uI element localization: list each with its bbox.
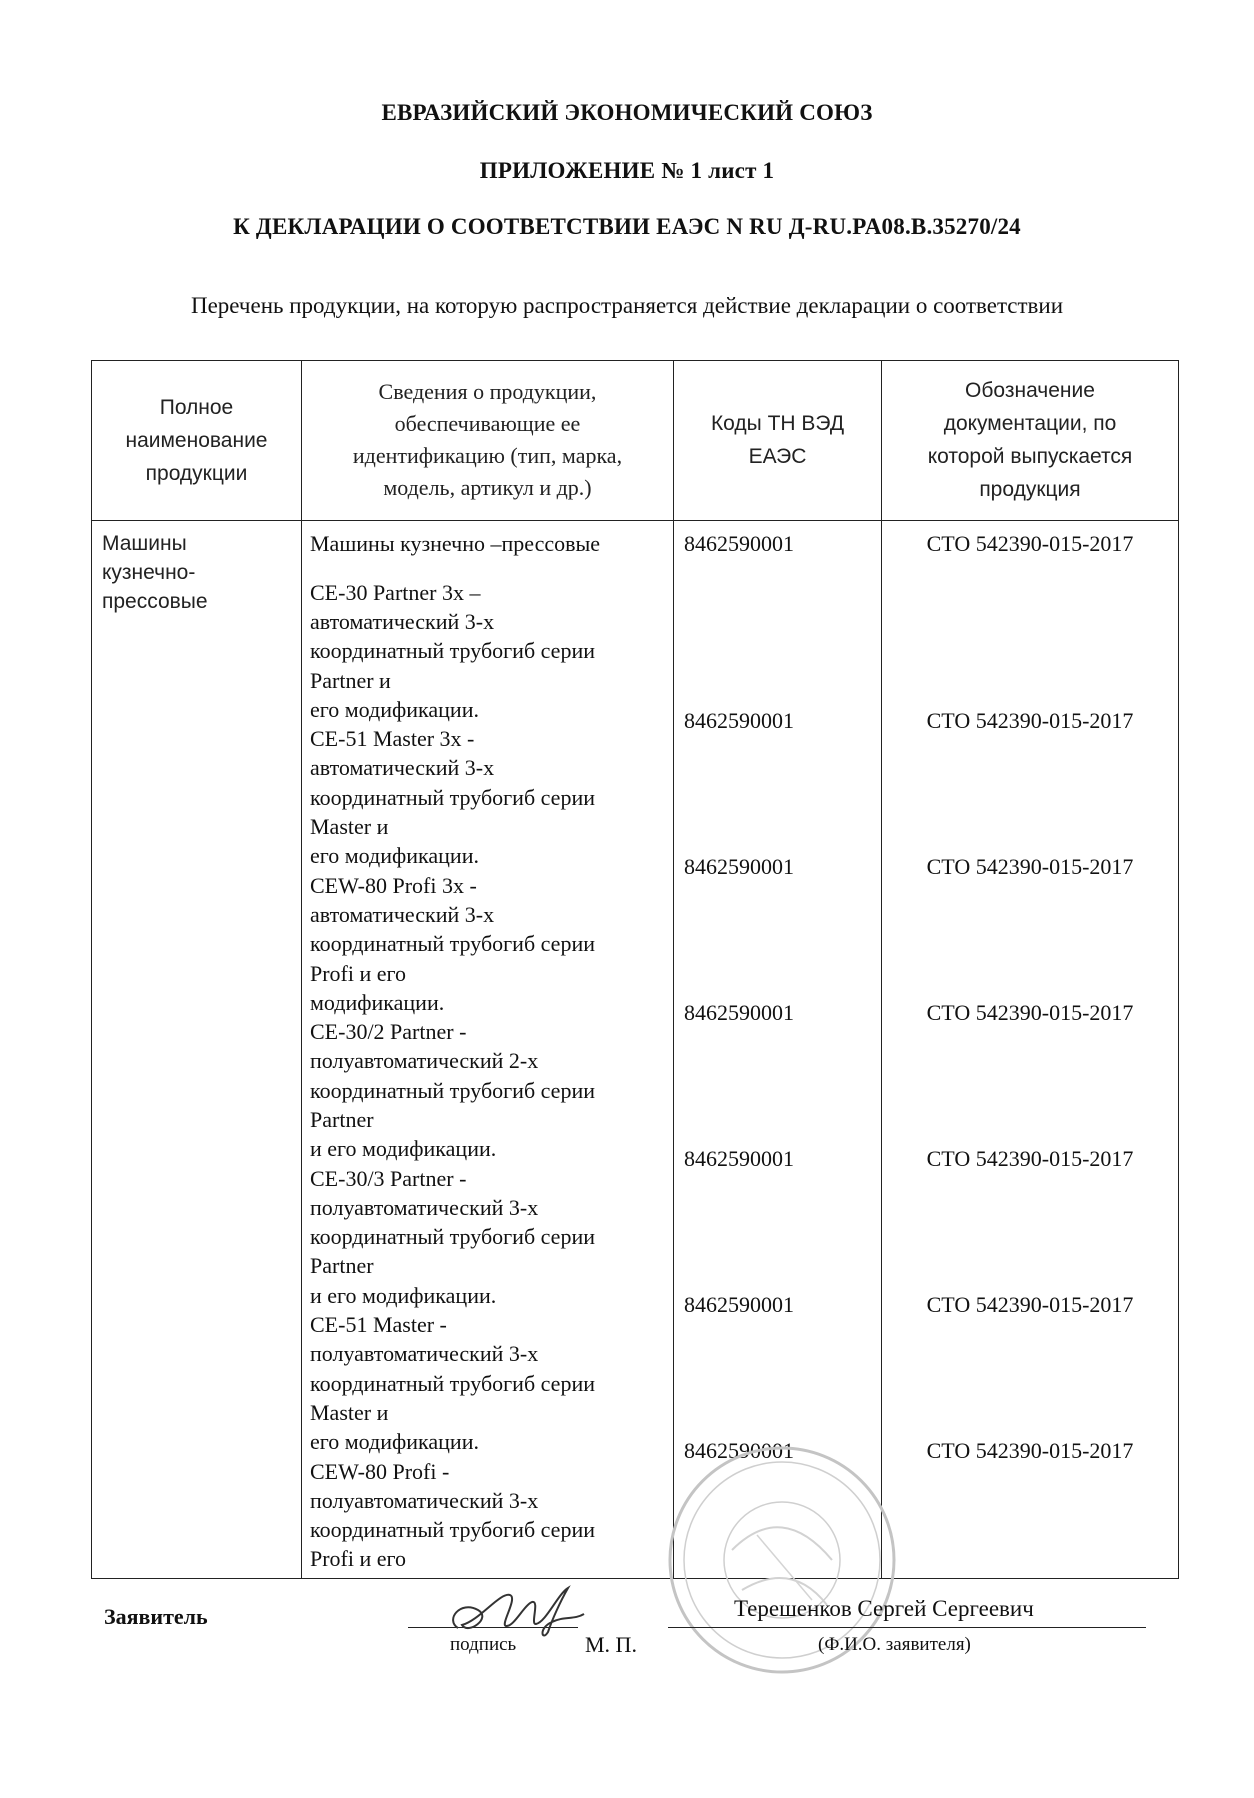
standard-value: СТО 542390-015-2017: [926, 999, 1134, 1025]
description-line: CE-30/3 Partner -: [310, 1165, 467, 1191]
description-line: CEW-80 Profi -: [310, 1458, 450, 1484]
standard-value: СТО 542390-015-2017: [926, 530, 1134, 556]
description-line: его модификации.: [310, 696, 479, 722]
description-line: координатный трубогиб серии: [310, 1370, 595, 1396]
code-value: 8462590001: [684, 853, 794, 879]
list-subtitle: Перечень продукции, на которую распространяется действие декларации о соответствии: [190, 293, 1064, 318]
union-title: ЕВРАЗИЙСКИЙ ЭКОНОМИЧЕСКИЙ СОЮЗ: [381, 100, 873, 125]
header-cell-info: [302, 361, 674, 521]
code-value: 8462590001: [684, 530, 794, 556]
header-line: продукции: [145, 461, 248, 485]
declaration-title: К ДЕКЛАРАЦИИ О СООТВЕТСТВИИ ЕАЭС N RU Д-RU.PA08.B.35270/24: [233, 214, 1021, 239]
code-value: 8462590001: [684, 999, 794, 1025]
description-line: CE-51 Master 3x -: [310, 726, 475, 752]
header-cell-docs: [882, 361, 1179, 521]
description-line: его модификации.: [310, 1429, 479, 1455]
description-line: CE-51 Master -: [310, 1312, 447, 1338]
appendix-title: ПРИЛОЖЕНИЕ № 1 лист 1: [479, 158, 775, 183]
product-description: [302, 578, 673, 1574]
description-line: CEW-80 Profi 3x -: [310, 872, 477, 898]
product-type-line: Машины кузнечно –прессовые: [310, 530, 601, 556]
product-name-line: прессовые: [102, 589, 208, 613]
description-line: Master и: [310, 814, 389, 840]
description-line: координатный трубогиб серии: [310, 784, 595, 810]
standard-value: СТО 542390-015-2017: [926, 1437, 1134, 1463]
header-line: обеспечивающие ее: [394, 411, 581, 436]
product-name-cell: [92, 520, 302, 1578]
description-line: полуавтоматический 3-х: [310, 1341, 539, 1367]
header-info-text: [302, 361, 673, 519]
description-line: координатный трубогиб серии: [310, 1517, 595, 1543]
header-line: Полное: [159, 395, 234, 419]
description-line: Partner: [310, 1253, 374, 1279]
header-cell-name: [92, 361, 302, 521]
description-line: Partner и: [310, 667, 391, 693]
standard-value: СТО 542390-015-2017: [926, 853, 1134, 879]
description-line: Profi и его: [310, 960, 407, 986]
product-name-line: Машины: [102, 531, 187, 555]
header-line: продукция: [979, 478, 1081, 501]
product-name-line: кузнечно-: [102, 560, 196, 584]
name-line: [668, 1627, 1146, 1628]
header-line: которой выпускается: [927, 445, 1133, 468]
signature-caption: подпись: [450, 1634, 517, 1655]
header-line: ЕАЭС: [748, 445, 807, 468]
standard-value: СТО 542390-015-2017: [926, 1291, 1134, 1317]
header-line: наименование: [125, 428, 268, 452]
standard-value: СТО 542390-015-2017: [926, 1145, 1134, 1171]
description-line: координатный трубогиб серии: [310, 1224, 595, 1250]
description-line: Master и: [310, 1399, 389, 1425]
description-line: автоматический 3-х: [310, 608, 495, 634]
description-line: CE-30/2 Partner -: [310, 1019, 467, 1045]
header-name-text: [92, 361, 301, 519]
description-line: Partner: [310, 1106, 374, 1132]
header-line: Сведения о продукции,: [378, 379, 597, 404]
applicant-label: Заявитель: [104, 1604, 208, 1629]
code-value: 8462590001: [684, 1145, 794, 1171]
description-line: его модификации.: [310, 843, 479, 869]
description-line: координатный трубогиб серии: [310, 931, 595, 957]
code-value: 8462590001: [684, 707, 794, 733]
name-caption: (Ф.И.О. заявителя): [818, 1634, 971, 1655]
header-line: Коды ТН ВЭД: [710, 412, 845, 435]
header-docs-text: [882, 361, 1178, 519]
standard-value: СТО 542390-015-2017: [926, 707, 1134, 733]
codes-cell: [674, 520, 882, 1578]
code-value: 8462590001: [684, 1291, 794, 1317]
description-line: и его модификации.: [310, 1136, 497, 1162]
description-line: координатный трубогиб серии: [310, 638, 595, 664]
applicant-name: Терешенков Сергей Сергеевич: [734, 1596, 1034, 1621]
table-row: [92, 520, 1179, 1578]
description-line: полуавтоматический 3-х: [310, 1194, 539, 1220]
description-line: автоматический 3-х: [310, 901, 495, 927]
description-line: координатный трубогиб серии: [310, 1077, 595, 1103]
description-line: автоматический 3-х: [310, 755, 495, 781]
description-line: полуавтоматический 3-х: [310, 1487, 539, 1513]
header-cell-codes: [674, 361, 882, 521]
header-line: документации, по: [943, 412, 1117, 435]
description-line: полуавтоматический 2-х: [310, 1048, 539, 1074]
header-line: Обозначение: [965, 379, 1095, 402]
description-line: Profi и его: [310, 1546, 407, 1572]
products-table: [91, 360, 1179, 1579]
header-line: идентификацию (тип, марка,: [352, 443, 623, 468]
table-header-row: [92, 361, 1179, 521]
header-line: модель, артикул и др.): [383, 475, 592, 500]
description-line: модификации.: [310, 989, 445, 1015]
product-info-cell: [302, 520, 674, 1578]
code-value: 8462590001: [684, 1437, 794, 1463]
description-line: и его модификации.: [310, 1282, 497, 1308]
seal-caption: М. П.: [585, 1632, 637, 1657]
header-codes-text: [674, 361, 881, 519]
standards-cell: [882, 520, 1179, 1578]
description-line: CE-30 Partner 3x –: [310, 579, 481, 605]
